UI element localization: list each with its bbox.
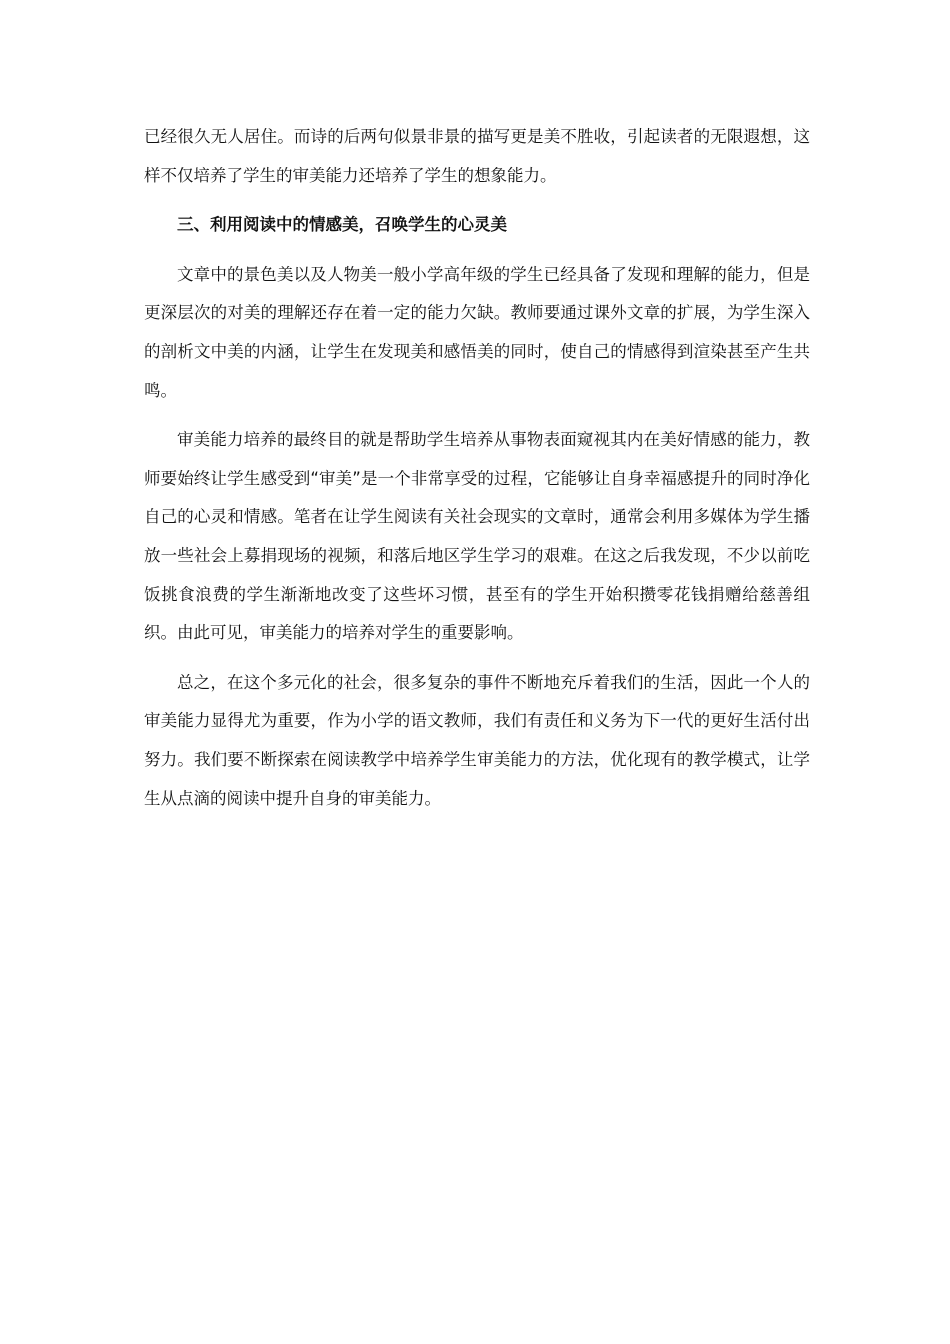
paragraph-conclusion: 总之，在这个多元化的社会，很多复杂的事件不断地充斥着我们的生活，因此一个人的审美能力显得尤为重要，作为小学的语文教师，我们有责任和义务为下一代的更好生活付出努力。我们要不断探索在阅读教学中培养学生审美能力的方法，优化现有的教学模式，让学生从点滴的阅读中提升自身的审美能力。 bbox=[144, 672, 810, 808]
document-body bbox=[144, 118, 810, 829]
paragraph-aesthetic-goal: 审美能力培养的最终目的就是帮助学生培养从事物表面窥视其内在美好情感的能力，教师要始终让学生感受到“审美”是一个非常享受的过程，它能够让自身幸福感提升的同时净化自己的心灵和情感。笔者在让学生阅读有关社会现实的文章时，通常会利用多媒体为学生播放一些社会上募捐现场的视频，和落后地区学生学习的艰难。在这之后我发现，不少以前吃饭挑食浪费的学生渐渐地改变了这些坏习惯，甚至有的学生开始积攒零花钱捐赠给慈善组织。由此可见，审美能力的培养对学生的重要影响。 bbox=[144, 430, 810, 643]
paragraph-continuation: 已经很久无人居住。而诗的后两句似景非景的描写更是美不胜收，引起读者的无限遐想，这样不仅培养了学生的审美能力还培养了学生的想象能力。 bbox=[144, 127, 810, 185]
paragraph-emotional-beauty: 文章中的景色美以及人物美一般小学高年级的学生已经具备了发现和理解的能力，但是更深层次的对美的理解还存在着一定的能力欠缺。教师要通过课外文章的扩展，为学生深入的剖析文中美的内涵，让学生在发现美和感悟美的同时，使自己的情感得到渲染甚至产生共鸣。 bbox=[144, 264, 810, 400]
section-heading-3: 三、利用阅读中的情感美，召唤学生的心灵美 bbox=[177, 215, 507, 235]
